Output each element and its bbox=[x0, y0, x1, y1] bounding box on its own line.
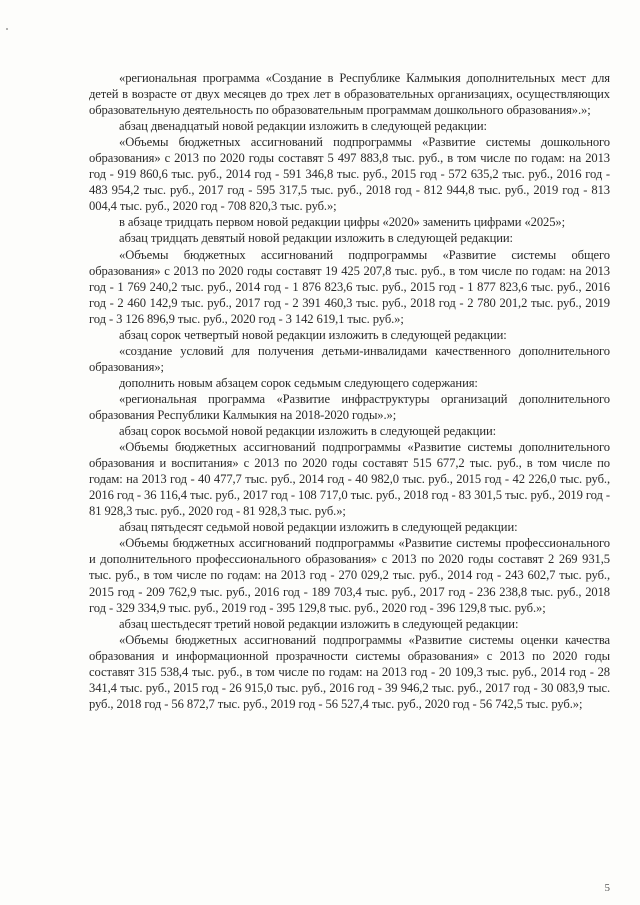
paragraph-disabled-children: «создание условий для получения детьми-инвалидами качественного дополнительного образования»; bbox=[89, 343, 610, 374]
paragraph-budget-additional: «Объемы бюджетных ассигнований подпрограммы «Развитие системы дополнительного образования и воспитания» с 2013 по 2020 годы составят 515 677,2 тыс. руб., в том числе по годам: на 2013 год - 40 477,7 тыс. руб., 2014 год - 40 982,0 тыс. руб., 2015 год - 42 226,0 тыс. руб., 2016 год - 36 116,4 тыс. руб., 2017 год - 108 717,0 тыс. руб., 2018 год - 83 301,5 тыс. руб., 2019 год - 81 928,3 тыс. руб., 2020 год - 81 928,3 тыс. руб.»; bbox=[89, 440, 610, 519]
paragraph-instruction-44: абзац сорок четвертый новой редакции изложить в следующей редакции: bbox=[119, 327, 507, 342]
paragraph-regional-program-preschool: «региональная программа «Создание в Республике Калмыкия дополнительных мест для детей в возрасте от двух месяцев до трех лет в образовательных организациях, осуществляющих образовательную деятельность по образовательным программам дошкольного образования».»; bbox=[89, 71, 610, 118]
paragraph-instruction-31: в абзаце тридцать первом новой редакции цифры «2020» заменить цифрами «2025»; bbox=[119, 215, 566, 230]
paragraph-regional-program-infrastructure: «региональная программа «Развитие инфраструктуры организаций дополнительного образования Республики Калмыкия на 2018-2020 годы».»; bbox=[89, 391, 610, 422]
paragraph-instruction-12: абзац двенадцатый новой редакции изложить в следующей редакции: bbox=[119, 119, 487, 134]
paragraph-instruction-48: абзац сорок восьмой новой редакции изложить в следующей редакции: bbox=[119, 424, 496, 439]
paragraph-instruction-57: абзац пятьдесят седьмой новой редакции изложить в следующей редакции: bbox=[119, 520, 518, 535]
paragraph-instruction-63: абзац шестьдесят третий новой редакции изложить в следующей редакции: bbox=[119, 616, 519, 631]
page-number: 5 bbox=[604, 882, 610, 894]
paragraph-instruction-47: дополнить новым абзацем сорок седьмым следующего содержания: bbox=[119, 375, 478, 390]
paragraph-instruction-39: абзац тридцать девятый новой редакции изложить в следующей редакции: bbox=[119, 231, 513, 246]
paragraph-budget-professional: «Объемы бюджетных ассигнований подпрограммы «Развитие системы профессионального и дополнительного профессионального образования» с 2013 по 2020 годы составят 2 269 931,5 тыс. руб., в том числе по годам: на 2013 год - 270 029,2 тыс. руб., 2014 год - 243 602,7 тыс. руб., 2015 год - 209 762,9 тыс. руб., 2016 год - 189 703,4 тыс. руб., 2017 год - 236 238,8 тыс. руб., 2018 год - 329 334,9 тыс. руб., 2019 год - 395 129,8 тыс. руб., 2020 год - 396 129,8 тыс. руб.»; bbox=[89, 536, 610, 615]
document-body bbox=[89, 70, 610, 712]
paragraph-budget-preschool: «Объемы бюджетных ассигнований подпрограммы «Развитие системы дошкольного образования» с 2013 по 2020 годы составят 5 497 883,8 тыс. руб., в том числе по годам: на 2013 год - 919 860,6 тыс. руб., 2014 год - 591 346,8 тыс. руб., 2015 год - 572 635,2 тыс. руб., 2016 год - 483 954,2 тыс. руб., 2017 год - 595 317,5 тыс. руб., 2018 год - 812 944,8 тыс. руб., 2019 год - 813 004,4 тыс. руб., 2020 год - 708 820,3 тыс. руб.»; bbox=[89, 135, 610, 214]
paragraph-budget-general: «Объемы бюджетных ассигнований подпрограммы «Развитие системы общего образования» с 2013 по 2020 годы составят 19 425 207,8 тыс. руб., в том числе по годам: на 2013 год - 1 769 240,2 тыс. руб., 2014 год - 1 876 823,6 тыс. руб., 2015 год - 1 877 823,6 тыс. руб., 2016 год - 2 460 142,9 тыс. руб., 2017 год - 2 391 460,3 тыс. руб., 2018 год - 2 780 201,2 тыс. руб., 2019 год - 3 126 896,9 тыс. руб., 2020 год - 3 142 619,1 тыс. руб.»; bbox=[89, 247, 610, 326]
scan-speck bbox=[6, 28, 8, 30]
paragraph-budget-quality: «Объемы бюджетных ассигнований подпрограммы «Развитие системы оценки качества образования и информационной прозрачности системы образования» с 2013 по 2020 годы составят 315 538,4 тыс. руб., в том числе по годам: на 2013 год - 20 109,3 тыс. руб., 2014 год - 28 341,4 тыс. руб., 2015 год - 26 915,0 тыс. руб., 2016 год - 39 946,2 тыс. руб., 2017 год - 30 083,9 тыс. руб., 2018 год - 56 872,7 тыс. руб., 2019 год - 56 527,4 тыс. руб., 2020 год - 56 742,5 тыс. руб.»; bbox=[89, 632, 610, 711]
